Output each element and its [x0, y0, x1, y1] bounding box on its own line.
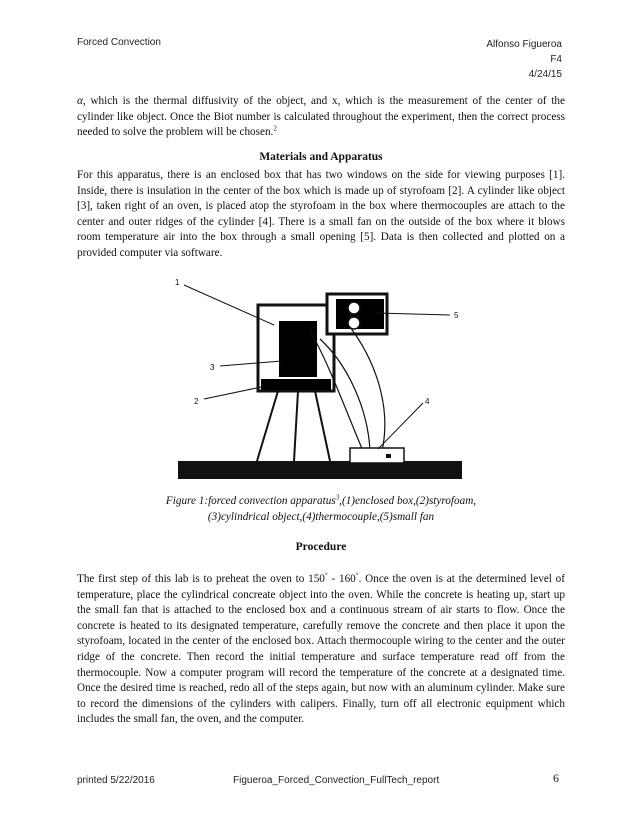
caption-part-2: ,(1)enclosed box,(2)styrofoam, — [339, 495, 477, 507]
procedure-heading: Procedure — [295, 541, 347, 553]
apparatus-figure — [170, 265, 470, 495]
header-section: F4 — [550, 54, 562, 65]
footer-printed-date: printed 5/22/2016 — [77, 775, 155, 786]
degree-symbol-2: ° — [355, 571, 359, 580]
stand-leg-left — [257, 391, 278, 461]
computer-box — [350, 448, 404, 463]
figure-caption — [77, 494, 565, 525]
figure-label-3: 3 — [210, 363, 215, 372]
procedure-text-b: - 160 — [327, 573, 356, 585]
materials-paragraph: For this apparatus, there is an enclosed box that has two windows on the side for viewing purposes [1]. Inside, there is insulation in the center of the box which is made up of styrofoam [2]. A cylinder like object [3], taken right of an oven, is placed atop the styrofoam in the box where thermocouples are attach to the center and outer ridges of the cylinder [4]. There is a small fan on the outside of the box where it blows room temperature air into the box through a small opening [5]. Data is then collected and plotted on a provided computer via software. — [77, 169, 565, 259]
intro-paragraph — [77, 94, 565, 141]
cylinder-object — [279, 321, 317, 377]
caption-citation: 3 — [335, 493, 340, 502]
procedure-paragraph — [77, 572, 565, 728]
header-date: 4/24/15 — [528, 69, 562, 80]
footer-filename: Figueroa_Forced_Convection_FullTech_report — [233, 775, 440, 786]
intro-citation: 2 — [273, 124, 277, 133]
page-number: 6 — [553, 771, 559, 785]
stand-leg-center — [294, 391, 298, 461]
header-title: Forced Convection — [77, 37, 161, 48]
fan-blade-top — [348, 302, 360, 314]
figure-label-5: 5 — [454, 311, 459, 320]
figure-caption-line-2: (3)cylindrical object,(4)thermocouple,(5)small fan — [207, 510, 435, 523]
table-top — [178, 461, 462, 479]
figure-label-2: 2 — [194, 397, 199, 406]
degree-symbol-1: ° — [324, 571, 328, 580]
header-author-block — [486, 37, 562, 82]
materials-heading: Materials and Apparatus — [259, 151, 383, 163]
stand-leg-right — [315, 391, 330, 461]
alpha-symbol: α — [77, 95, 83, 107]
figure-label-4: 4 — [425, 397, 430, 406]
procedure-text-a: The first step of this lab is to preheat the oven to 150 — [77, 573, 325, 585]
caption-part-1: Figure 1:forced convection apparatus — [165, 495, 336, 507]
intro-text: , which is the thermal diffusivity of the object, and x, which is the measurement of the center of the cylinder like object. Once the Biot number is calculated throughout the experiment, then the correct process needed to solve the problem will be chosen. — [77, 95, 565, 139]
figure-caption-line-1 — [77, 494, 565, 510]
apparatus-diagram — [170, 265, 470, 490]
header-author: Alfonso Figueroa — [486, 39, 562, 50]
procedure-text-c: . Once the oven is at the determined level of temperature, place the cylindrical concreate object into the oven. While the concrete is heating up, start up the small fan that is attached to the enclosed box and a continuous stream of air starts to flow. Once the concrete is heated to its designated temperature, carefully remove the concrete and then place it upon the styrofoam, located in the center of the enclosed box. Attach thermocouple wiring to the center and the outer ridge of the concrete. Then record the initial temperature and surface temperature read off from the thermocouple. Now a computer program will record the temperature of the concrete at a designated time. Once the desired time is reached, redo all of the steps again, but now with an aluminum cylinder. Make sure to record the dimensions of the cylinders with calipers. Finally, turn off all electronic equipment which includes the small fan, the oven, and the computer. — [77, 573, 565, 726]
styrofoam-base — [261, 379, 331, 390]
figure-label-1: 1 — [175, 278, 180, 287]
computer-button — [386, 454, 391, 458]
